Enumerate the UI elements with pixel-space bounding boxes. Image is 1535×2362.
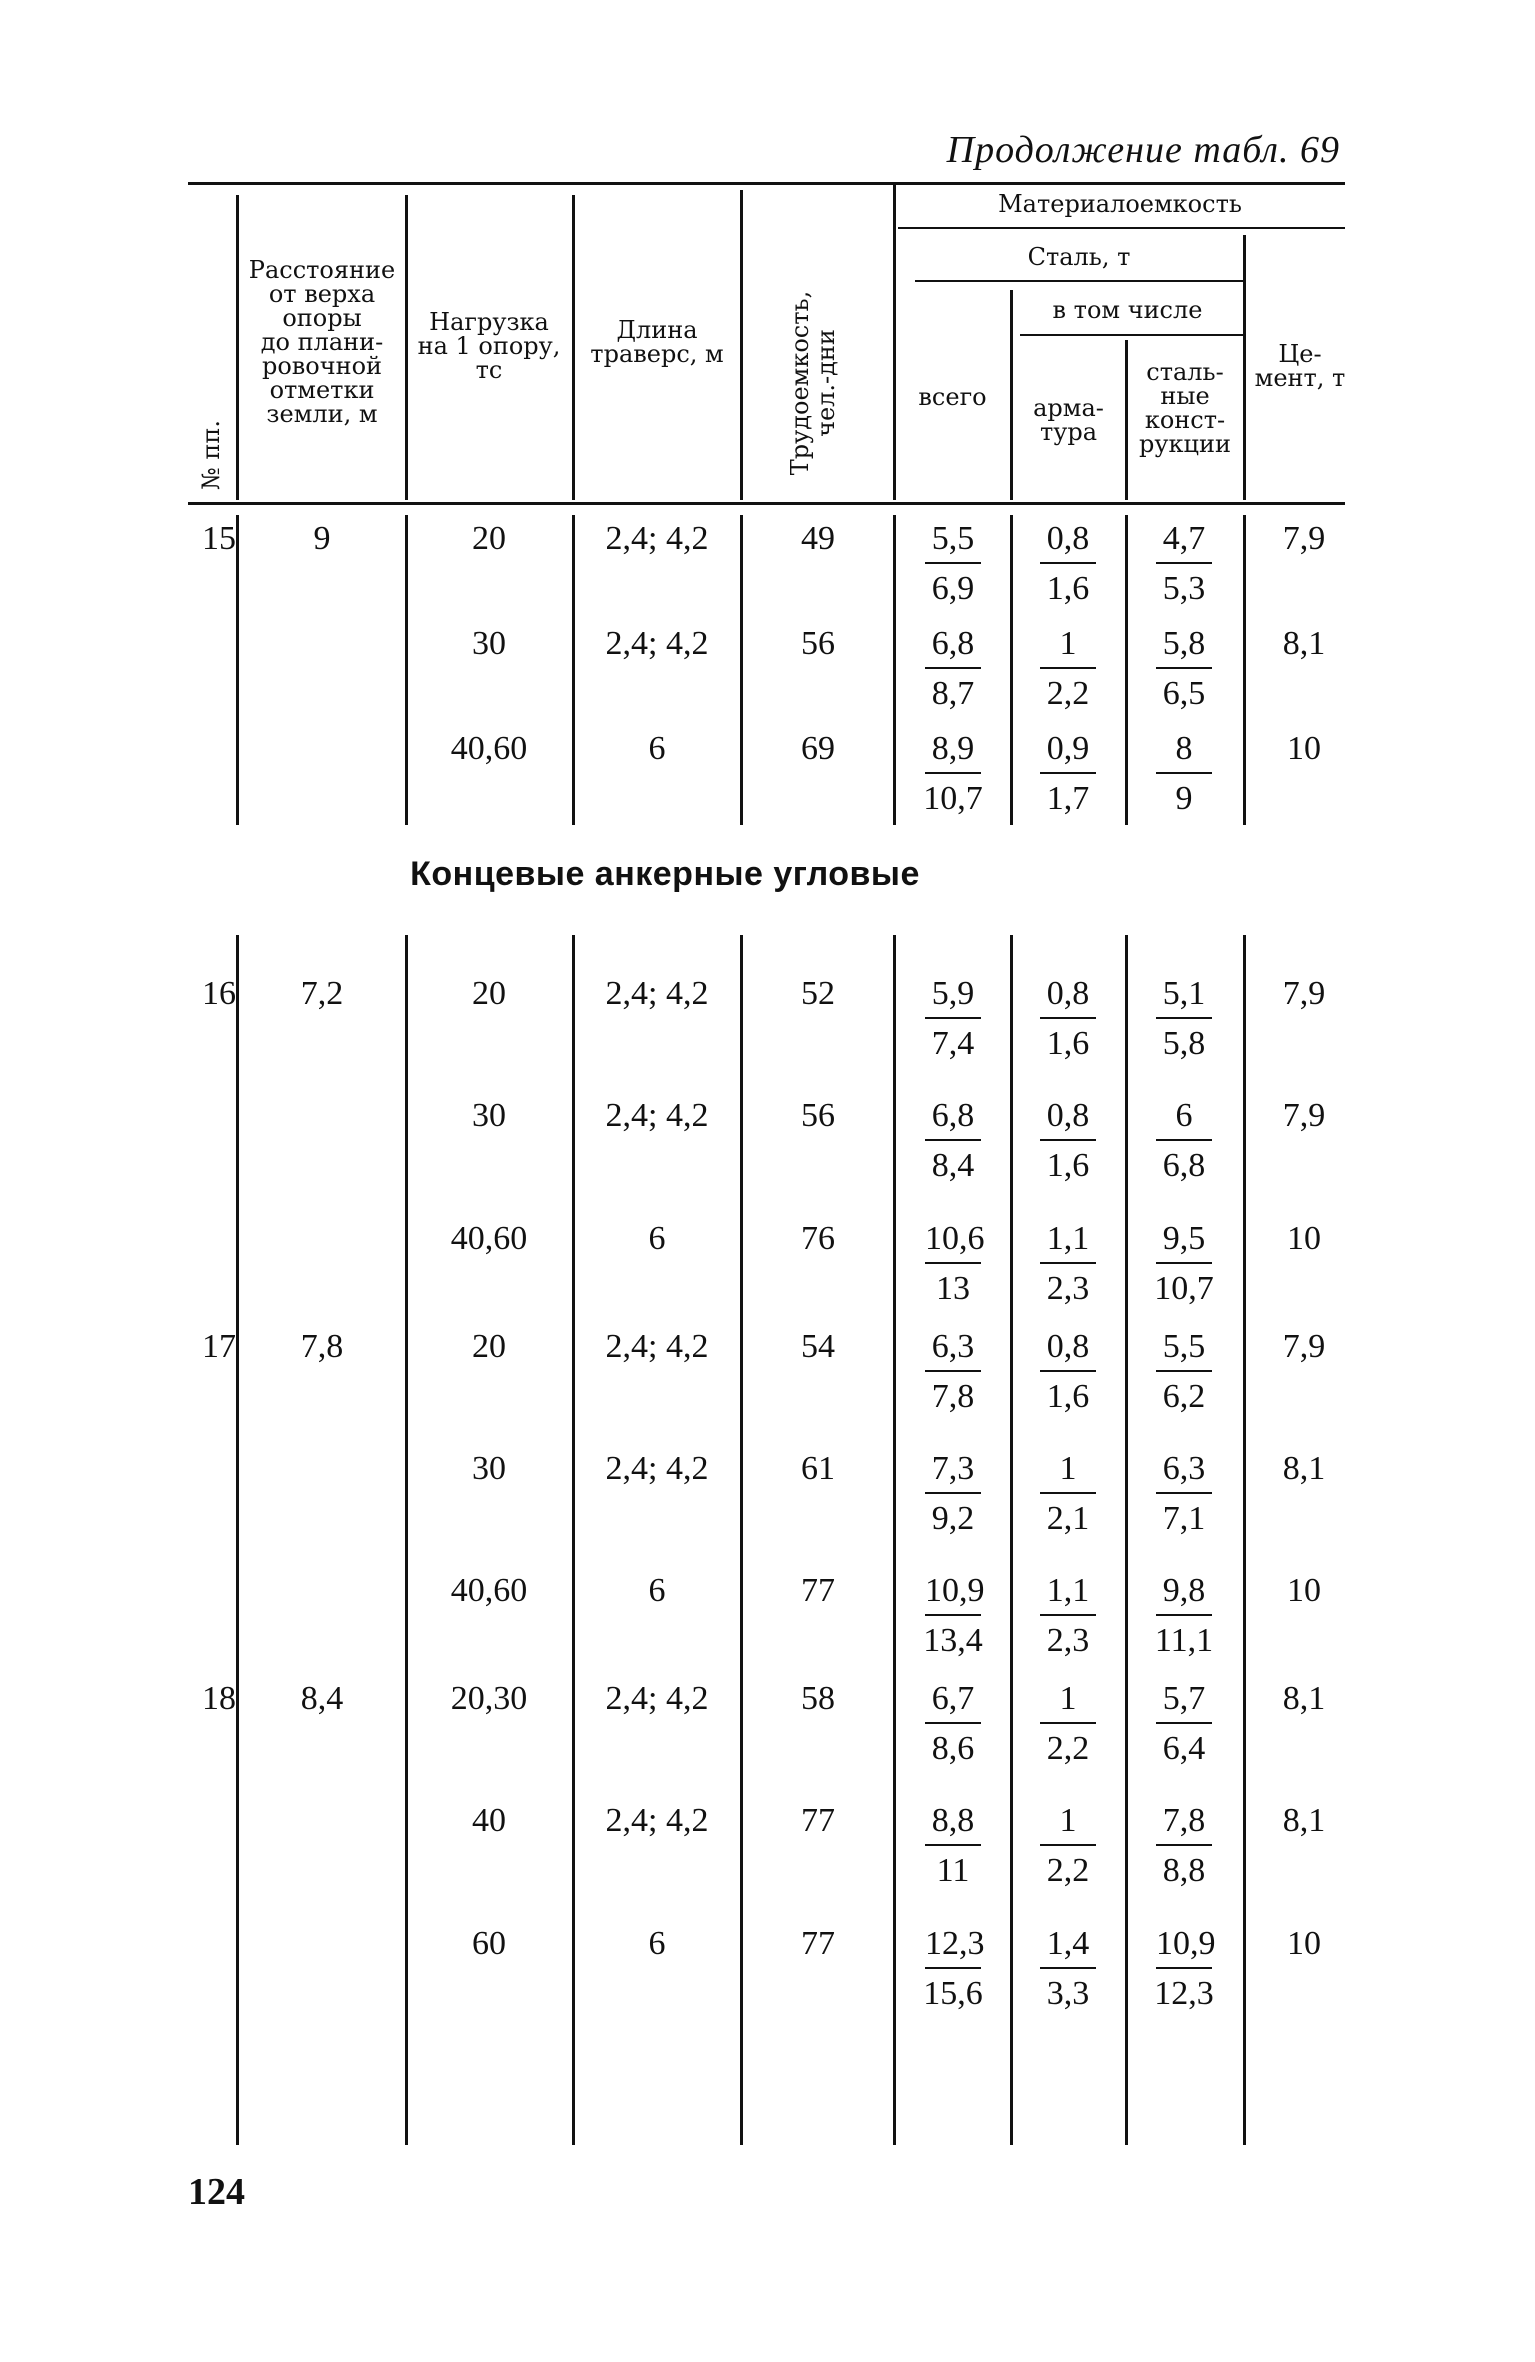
- cell-load: 20: [472, 520, 506, 557]
- cell-armature: [1028, 1097, 1108, 1185]
- cell-armature-numerator: 1,1: [1040, 1572, 1096, 1616]
- cell-armature-denominator: 1,6: [1046, 1378, 1090, 1415]
- block2-vline: [1125, 935, 1128, 2145]
- cell-armature-denominator: 1,6: [1046, 1147, 1090, 1184]
- cell-steel-total-numerator: 6,8: [925, 1097, 981, 1141]
- cell-steel-total-denominator: 8,4: [931, 1147, 975, 1184]
- cell-distance: 9: [313, 520, 331, 557]
- cell-structures: [1144, 520, 1224, 608]
- cell-armature-numerator: 1,4: [1040, 1925, 1096, 1969]
- cell-traverse: 2,4; 4,2: [605, 1328, 709, 1365]
- cell-load: 40,60: [450, 730, 528, 767]
- cell-structures: [1144, 1925, 1224, 2013]
- cell-armature-denominator: 2,2: [1046, 675, 1090, 712]
- cell-steel-total-denominator: 7,4: [931, 1025, 975, 1062]
- cell-armature-denominator: 1,7: [1046, 780, 1090, 817]
- cell-distance: 8,4: [300, 1680, 344, 1717]
- cell-armature-denominator: 2,2: [1046, 1852, 1090, 1889]
- header-structures: сталь- ные конст- рукции: [1139, 358, 1231, 458]
- cell-steel-total-denominator: 13: [936, 1270, 970, 1307]
- cell-steel-total-denominator: 15,6: [923, 1975, 983, 2012]
- incl-rule: [1020, 334, 1243, 336]
- cell-cement: 10: [1287, 1925, 1321, 1962]
- cell-armature-numerator: 1: [1040, 1680, 1096, 1724]
- cell-steel-total-denominator: 10,7: [923, 780, 983, 817]
- cell-traverse: 6: [648, 1220, 666, 1257]
- cell-steel-total: [913, 730, 993, 818]
- cell-steel-total-denominator: 9,2: [931, 1500, 975, 1537]
- header-armature: арма- тура: [1033, 394, 1104, 446]
- block1-vline: [740, 515, 743, 825]
- cell-structures-denominator: 5,3: [1162, 570, 1206, 607]
- cell-structures-numerator: 5,7: [1156, 1680, 1212, 1724]
- cell-structures-numerator: 6: [1156, 1097, 1212, 1141]
- block2-vline: [1010, 935, 1013, 2145]
- page-number: 124: [188, 2171, 245, 2213]
- cell-armature-numerator: 0,8: [1040, 1097, 1096, 1141]
- material-rule: [898, 227, 1345, 229]
- cell-structures: [1144, 1328, 1224, 1416]
- cell-labor: 77: [801, 1572, 835, 1609]
- cell-steel-total: [913, 520, 993, 608]
- cell-steel-total-numerator: 6,7: [925, 1680, 981, 1724]
- cell-armature: [1028, 625, 1108, 713]
- cell-armature: [1028, 1572, 1108, 1660]
- cell-structures-numerator: 4,7: [1156, 520, 1212, 564]
- cell-labor: 77: [801, 1802, 835, 1839]
- cell-load: 30: [472, 1097, 506, 1134]
- cell-structures-denominator: 6,2: [1162, 1378, 1206, 1415]
- cell-structures-numerator: 8: [1156, 730, 1212, 774]
- block1-vline: [893, 515, 896, 825]
- cell-steel-total-numerator: 10,9: [925, 1572, 981, 1616]
- block1-vline: [1243, 515, 1246, 825]
- cell-steel-total: [913, 1328, 993, 1416]
- cell-cement: 8,1: [1282, 1450, 1326, 1487]
- header-no: № пп.: [197, 420, 225, 490]
- cell-structures: [1144, 1220, 1224, 1308]
- cell-steel-total-denominator: 6,9: [931, 570, 975, 607]
- cell-structures-denominator: 10,7: [1154, 1270, 1214, 1307]
- cell-structures: [1144, 730, 1224, 818]
- cell-steel-total-numerator: 5,9: [925, 975, 981, 1019]
- cell-structures-denominator: 12,3: [1154, 1975, 1214, 2012]
- header-load: Нагрузка на 1 опору, тс: [417, 308, 561, 384]
- header-traverse: Длина траверс, м: [590, 316, 724, 368]
- cell-armature: [1028, 1680, 1108, 1768]
- cell-structures-denominator: 9: [1175, 780, 1193, 817]
- cell-distance: 7,8: [300, 1328, 344, 1365]
- cell-structures: [1144, 1802, 1224, 1890]
- header-distance: Расстояние от верха опоры до плани- ровочной отметки земли, м: [248, 256, 396, 428]
- cell-load: 20: [472, 975, 506, 1012]
- cell-load: 30: [472, 1450, 506, 1487]
- cell-steel-total-numerator: 10,6: [925, 1220, 981, 1264]
- cell-structures: [1144, 625, 1224, 713]
- cell-armature-denominator: 2,3: [1046, 1270, 1090, 1307]
- cell-armature-denominator: 1,6: [1046, 1025, 1090, 1062]
- cell-steel-total-numerator: 6,3: [925, 1328, 981, 1372]
- cell-traverse: 2,4; 4,2: [605, 625, 709, 662]
- cell-armature: [1028, 1925, 1108, 2013]
- cell-armature: [1028, 520, 1108, 608]
- cell-labor: 52: [801, 975, 835, 1012]
- cell-cement: 8,1: [1282, 1680, 1326, 1717]
- cell-cement: 8,1: [1282, 1802, 1326, 1839]
- cell-labor: 69: [801, 730, 835, 767]
- cell-structures-denominator: 6,4: [1162, 1730, 1206, 1767]
- header-labor: Трудоемкость, чел.-дни: [786, 290, 840, 476]
- cell-structures-denominator: 11,1: [1154, 1622, 1214, 1659]
- header-material: Материалоемкость: [998, 190, 1242, 218]
- cell-steel-total-numerator: 6,8: [925, 625, 981, 669]
- cell-structures: [1144, 1097, 1224, 1185]
- cell-steel-total: [913, 1450, 993, 1538]
- block1-vline: [572, 515, 575, 825]
- block1-vline: [405, 515, 408, 825]
- cell-structures-numerator: 5,8: [1156, 625, 1212, 669]
- cell-load: 20,30: [450, 1680, 528, 1717]
- cell-labor: 58: [801, 1680, 835, 1717]
- cell-traverse: 6: [648, 1925, 666, 1962]
- cell-armature-numerator: 1,1: [1040, 1220, 1096, 1264]
- cell-armature: [1028, 730, 1108, 818]
- cell-labor: 56: [801, 1097, 835, 1134]
- cell-structures-denominator: 5,8: [1162, 1025, 1206, 1062]
- cell-armature-denominator: 2,2: [1046, 1730, 1090, 1767]
- cell-steel-total-numerator: 5,5: [925, 520, 981, 564]
- cell-steel-total: [913, 1220, 993, 1308]
- cell-traverse: 2,4; 4,2: [605, 1802, 709, 1839]
- header-cement: Це- мент, т: [1254, 340, 1346, 392]
- section-title: Концевые анкерные угловые: [410, 855, 920, 893]
- cell-structures-numerator: 10,9: [1156, 1925, 1212, 1969]
- cell-structures: [1144, 1680, 1224, 1768]
- table-caption: Продолжение табл. 69: [946, 129, 1340, 171]
- cell-armature: [1028, 1450, 1108, 1538]
- cell-armature-numerator: 0,8: [1040, 520, 1096, 564]
- steel-rule: [915, 280, 1243, 282]
- cell-structures-denominator: 7,1: [1162, 1500, 1206, 1537]
- block1-vline: [1125, 515, 1128, 825]
- block1-vline: [1010, 515, 1013, 825]
- cell-structures-numerator: 9,5: [1156, 1220, 1212, 1264]
- header-vline: [893, 185, 896, 500]
- cell-structures: [1144, 1450, 1224, 1538]
- cell-distance: 7,2: [300, 975, 344, 1012]
- cell-structures-denominator: 8,8: [1162, 1852, 1206, 1889]
- cell-cement: 7,9: [1282, 1328, 1326, 1365]
- cell-armature: [1028, 1802, 1108, 1890]
- cell-steel-total: [913, 1802, 993, 1890]
- block1-vline: [236, 515, 239, 825]
- cell-load: 40,60: [450, 1220, 528, 1257]
- cell-armature-numerator: 0,8: [1040, 1328, 1096, 1372]
- cell-traverse: 2,4; 4,2: [605, 520, 709, 557]
- cell-steel-total: [913, 625, 993, 713]
- cell-steel-total: [913, 1097, 993, 1185]
- cell-cement: 7,9: [1282, 975, 1326, 1012]
- cell-load: 40,60: [450, 1572, 528, 1609]
- cell-armature: [1028, 1328, 1108, 1416]
- cell-load: 40: [472, 1802, 506, 1839]
- cell-steel-total-numerator: 8,9: [925, 730, 981, 774]
- cell-armature-denominator: 1,6: [1046, 570, 1090, 607]
- cell-structures: [1144, 1572, 1224, 1660]
- cell-steel-total: [913, 1572, 993, 1660]
- cell-cement: 8,1: [1282, 625, 1326, 662]
- cell-steel-total: [913, 1680, 993, 1768]
- cell-cement: 10: [1287, 730, 1321, 767]
- cell-labor: 76: [801, 1220, 835, 1257]
- cell-armature: [1028, 1220, 1108, 1308]
- header-steel: Сталь, т: [1027, 243, 1131, 271]
- cell-no: 18: [202, 1680, 236, 1717]
- cell-steel-total-denominator: 11: [936, 1852, 970, 1889]
- cell-structures-numerator: 5,5: [1156, 1328, 1212, 1372]
- cell-armature-numerator: 1: [1040, 625, 1096, 669]
- cell-structures-numerator: 5,1: [1156, 975, 1212, 1019]
- cell-labor: 61: [801, 1450, 835, 1487]
- cell-cement: 7,9: [1282, 1097, 1326, 1134]
- cell-cement: 7,9: [1282, 520, 1326, 557]
- cell-armature-denominator: 3,3: [1046, 1975, 1090, 2012]
- header-incl: в том числе: [1052, 296, 1203, 324]
- cell-armature-denominator: 2,1: [1046, 1500, 1090, 1537]
- cell-structures-numerator: 6,3: [1156, 1450, 1212, 1494]
- cell-load: 20: [472, 1328, 506, 1365]
- cell-armature-numerator: 1: [1040, 1450, 1096, 1494]
- block2-vline: [1243, 935, 1246, 2145]
- cell-steel-total-denominator: 7,8: [931, 1378, 975, 1415]
- cell-load: 60: [472, 1925, 506, 1962]
- cell-no: 15: [202, 520, 236, 557]
- cell-steel-total-numerator: 7,3: [925, 1450, 981, 1494]
- cell-traverse: 2,4; 4,2: [605, 1097, 709, 1134]
- cell-armature-numerator: 0,8: [1040, 975, 1096, 1019]
- cell-steel-total-numerator: 8,8: [925, 1802, 981, 1846]
- header-total: всего: [918, 383, 987, 411]
- cell-structures-denominator: 6,5: [1162, 675, 1206, 712]
- cell-labor: 56: [801, 625, 835, 662]
- cell-traverse: 2,4; 4,2: [605, 975, 709, 1012]
- cell-labor: 77: [801, 1925, 835, 1962]
- cell-steel-total-denominator: 8,6: [931, 1730, 975, 1767]
- cell-structures-denominator: 6,8: [1162, 1147, 1206, 1184]
- top-rule: [188, 182, 1345, 185]
- cell-traverse: 6: [648, 1572, 666, 1609]
- cell-structures-numerator: 7,8: [1156, 1802, 1212, 1846]
- cell-steel-total: [913, 1925, 993, 2013]
- block2-vline: [236, 935, 239, 2145]
- cell-traverse: 2,4; 4,2: [605, 1450, 709, 1487]
- cell-no: 16: [202, 975, 236, 1012]
- cell-cement: 10: [1287, 1220, 1321, 1257]
- cell-traverse: 6: [648, 730, 666, 767]
- cell-structures: [1144, 975, 1224, 1063]
- cell-traverse: 2,4; 4,2: [605, 1680, 709, 1717]
- cell-no: 17: [202, 1328, 236, 1365]
- cell-steel-total: [913, 975, 993, 1063]
- cell-labor: 49: [801, 520, 835, 557]
- cell-steel-total-numerator: 12,3: [925, 1925, 981, 1969]
- cell-armature-denominator: 2,3: [1046, 1622, 1090, 1659]
- cell-armature-numerator: 0,9: [1040, 730, 1096, 774]
- cell-armature-numerator: 1: [1040, 1802, 1096, 1846]
- cell-structures-numerator: 9,8: [1156, 1572, 1212, 1616]
- cell-armature: [1028, 975, 1108, 1063]
- cell-labor: 54: [801, 1328, 835, 1365]
- cell-steel-total-denominator: 8,7: [931, 675, 975, 712]
- cell-cement: 10: [1287, 1572, 1321, 1609]
- cell-steel-total-denominator: 13,4: [923, 1622, 983, 1659]
- cell-load: 30: [472, 625, 506, 662]
- header-bottom-rule: [188, 502, 1345, 505]
